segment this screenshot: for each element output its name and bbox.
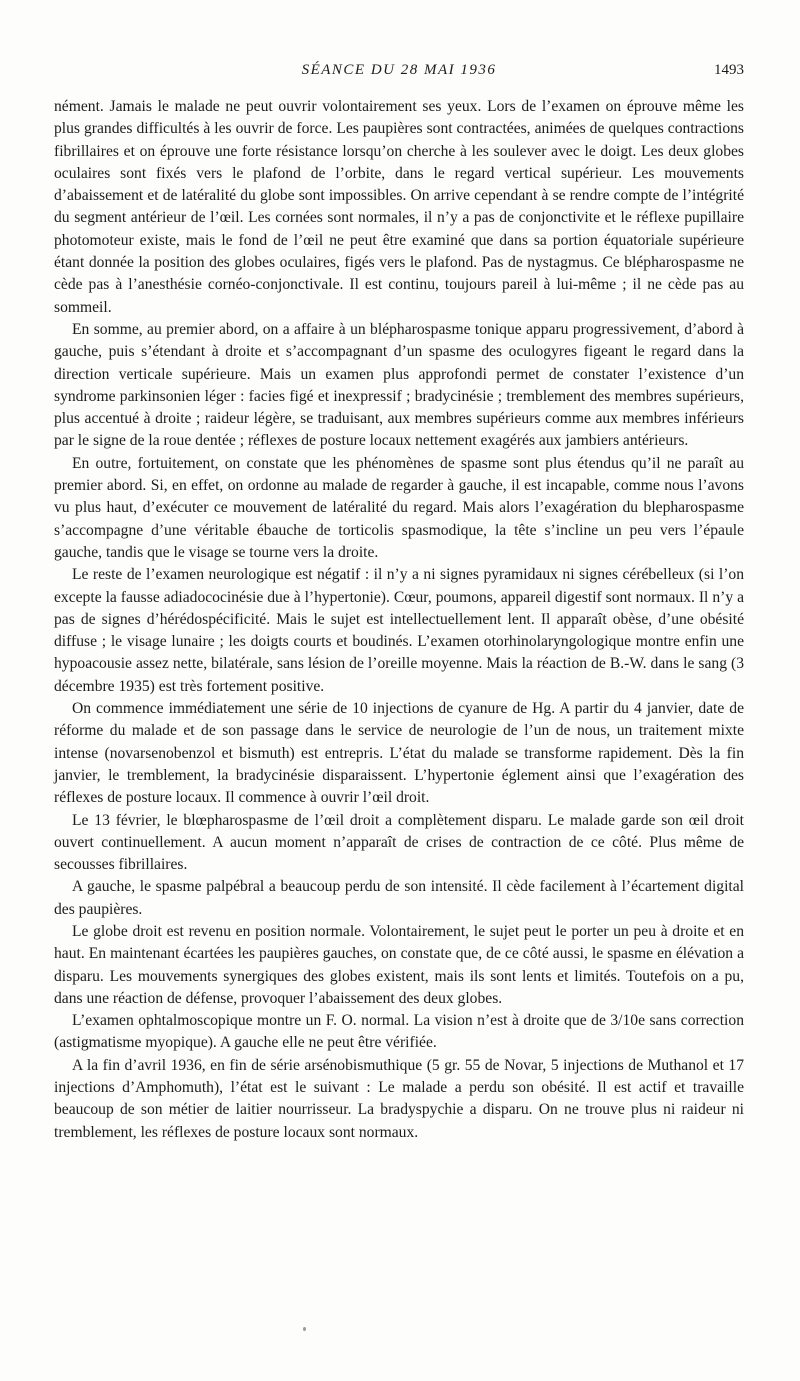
paragraph: A la fin d’avril 1936, en fin de série arsénobismuthique (5 gr. 55 de Novar, 5 injections de Muthanol et 17 injections d’Amphomuth), l’état est le suivant : Le malade a perdu son obésité. Il est actif et travaille beaucoup de son métier de laitier nourrisseur. La bradyspychie a disparu. On ne trouve plus ni raideur ni tremblement, les réflexes de posture locaux sont normaux. (54, 1056, 744, 1141)
paragraph: L’examen ophtalmoscopique montre un F. O. normal. La vision n’est à droite que de 3/10e sans correction (astigmatisme myopique). A gauche elle ne peut être vérifiée. (54, 1012, 744, 1052)
paragraph: Le 13 février, le blœpharospasme de l’œil droit a complètement disparu. Le malade garde son œil droit ouvert continuellement. A aucun moment n’apparaît de crises de contraction de ce côté. Plus même de secousses fibrillaires. (54, 811, 744, 874)
paragraph: Le reste de l’examen neurologique est négatif : il n’y a ni signes pyramidaux ni signes cérébelleux (si l’on excepte la fausse adiadococinésie due à l’hypertonie). Cœur, poumons, appareil digestif sont normaux. Il n’y a pas de signes d’hérédospécificité. Mais le sujet est intellectuellement lent. Il apparaît obèse, d’une obésité diffuse ; le visage lunaire ; les doigts courts et boudinés. L’examen otorhinolaryngologique montre enfin une hypoacousie assez nette, bilatérale, sans lésion de l’oreille moyenne. Mais la réaction de B.-W. dans le sang (3 décembre 1935) est très fortement positive. (54, 566, 744, 695)
paragraph: On commence immédiatement une série de 10 injections de cyanure de Hg. A partir du 4 janvier, date de réforme du malade et de son passage dans le service de neurologie de l’un de nous, un traitement mixte intense (novarsenobenzol et bismuth) est entrepris. L’état du malade se transforme rapidement. Dès la fin janvier, le tremblement, la bradycinésie disparaissent. L’hypertonie églement ainsi que l’exagération des réflexes de posture locaux. Il commence à ouvrir l’œil droit. (54, 700, 744, 807)
paragraph-continuation: nément. Jamais le malade ne peut ouvrir volontairement ses yeux. Lors de l’examen on éprouve même les plus grandes difficultés à les ouvrir de force. Les paupières sont contractées, animées de quelques contractions fibrillaires et on éprouve une forte résistance lorsqu’on cherche à les soulever avec le doigt. Les deux globes oculaires sont fixés vers le plafond de l’orbite, dans le regard vertical supérieur. Les mouvements d’abaissement et de latéralité du globe sont impossibles. On arrive cependant à se rendre compte de l’intégrité du segment antérieur de l’œil. Les cornées sont normales, il n’y a pas de conjonctivite et le réflexe pupillaire photomoteur existe, mais le fond de l’œil ne peut être examiné que dans sa portion équatoriale supérieure étant donnée la position des globes oculaires, figés vers le plafond. Pas de nystagmus. Ce blépharospasme ne cède pas à l’anesthésie cornéo-conjonctivale. Il est continu, toujours pareil à lui-même ; il ne cède pas au sommeil. (54, 98, 744, 316)
paragraph: A gauche, le spasme palpébral a beaucoup perdu de son intensité. Il cède facilement à l’écartement digital des paupières. (54, 878, 744, 918)
page-header (54, 62, 744, 84)
paragraph: En somme, au premier abord, on a affaire à un blépharospasme tonique apparu progressivement, d’abord à gauche, puis s’étendant à droite et s’accompagnant d’un spasme des oculogyres figeant le regard dans la direction verticale supérieure. Mais un examen plus approfondi permet de constater l’existence d’un syndrome parkinsonien léger : facies figé et inexpressif ; bradycinésie ; tremblement des membres supérieurs, plus accentué à droite ; raideur légère, se traduisant, aux membres supérieurs comme aux membres inférieurs par le signe de la roue dentée ; réflexes de posture locaux nettement exagérés aux jambiers antérieurs. (54, 320, 744, 450)
print-speck (303, 1327, 306, 1331)
paragraph: Le globe droit est revenu en position normale. Volontairement, le sujet peut le porter un peu à droite et en haut. En maintenant écartées les paupières gauches, on constate que, de ce côté aussi, le spasme en élévation a disparu. Les mouvements synergiques des globes existent, mais ils sont lents et limités. Toutefois on a pu, dans une réaction de défense, provoquer l’abaissement des deux globes. (54, 922, 744, 1007)
paragraph: En outre, fortuitement, on constate que les phénomènes de spasme sont plus étendus qu’il ne paraît au premier abord. Si, en effet, on ordonne au malade de regarder à gauche, il est incapable, comme nous l’avons vu plus haut, d’exécuter ce mouvement de latéralité du regard. Mais alors l’exagération du blepharospasme s’accompagne d’une véritable ébauche de torticolis spasmodique, la tête s’incline un peu vers l’épaule gauche, tandis que le visage se tourne vers la droite. (54, 454, 744, 561)
running-title: SÉANCE DU 28 MAI 1936 (301, 62, 497, 78)
article-body (54, 96, 744, 1144)
page-number: 1493 (714, 62, 744, 78)
